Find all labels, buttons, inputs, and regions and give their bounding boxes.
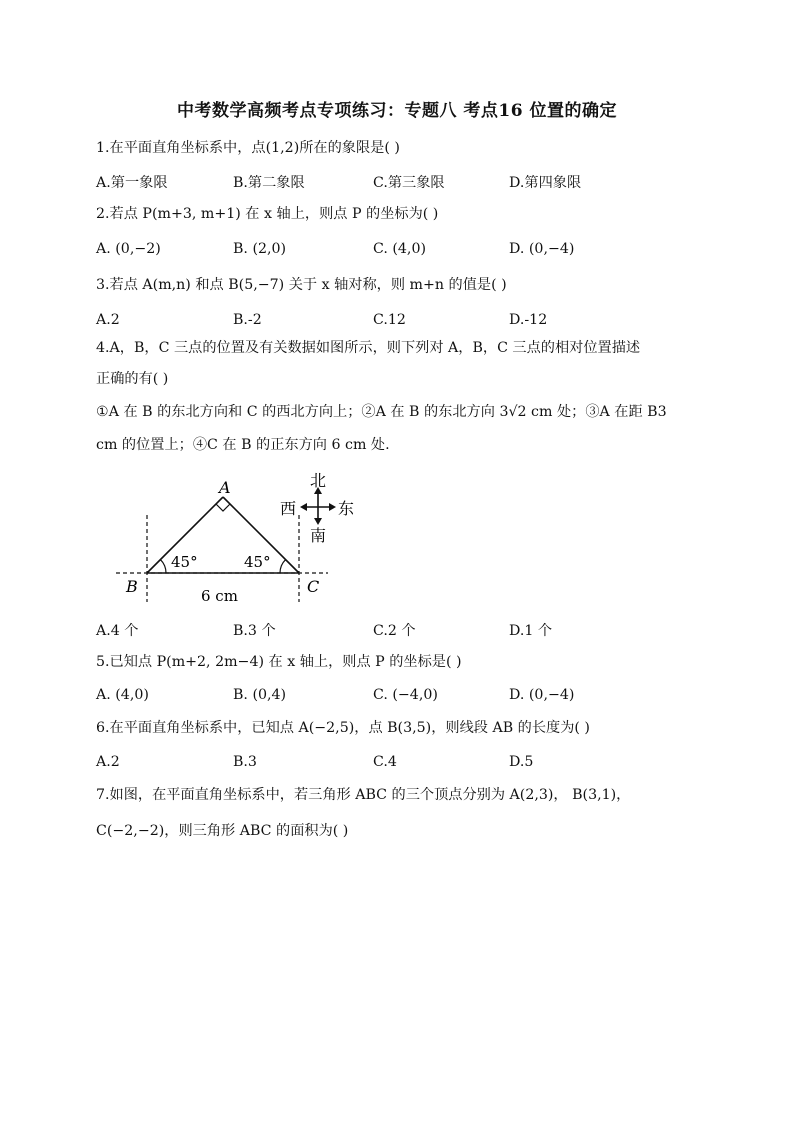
question-1-option-c: C.第三象限 xyxy=(373,175,445,191)
angle-c-label: 45° xyxy=(244,553,271,571)
question-6-option-a: A.2 xyxy=(96,754,120,770)
question-5-option-c: C. (−4,0) xyxy=(373,687,438,703)
right-angle-mark xyxy=(216,504,230,511)
question-1-options xyxy=(96,173,696,193)
question-4-description-line-2: cm 的位置上；④C 在 B 的正东方向 6 cm 处. xyxy=(96,437,390,453)
angle-arc-c xyxy=(280,560,286,573)
compass-east-label: 东 xyxy=(338,499,355,518)
angle-arc-b xyxy=(160,560,166,573)
question-4-option-a: A.4 个 xyxy=(96,623,139,639)
question-2-stem: 2.若点 P(m+3, m+1) 在 x 轴上，则点 P 的坐标为( ) xyxy=(96,206,439,222)
question-4-options xyxy=(96,621,696,641)
question-3-option-a: A.2 xyxy=(96,312,120,328)
question-2-option-c: C. (4,0) xyxy=(373,241,427,257)
question-6-stem: 6.在平面直角坐标系中，已知点 A(−2,5)，点 B(3,5)，则线段 AB 的长度为( ) xyxy=(96,720,590,736)
compass-icon xyxy=(300,487,336,525)
question-3-options xyxy=(96,310,696,330)
question-2-option-d: D. (0,−4) xyxy=(509,241,575,257)
question-3-stem: 3.若点 A(m,n) 和点 B(5,−7) 关于 x 轴对称，则 m+n 的值是( ) xyxy=(96,277,507,293)
question-5-option-b: B. (0,4) xyxy=(233,687,287,703)
question-5-stem: 5.已知点 P(m+2, 2m−4) 在 x 轴上，则点 P 的坐标是( ) xyxy=(96,654,462,670)
compass-south-label: 南 xyxy=(310,526,327,545)
question-4-option-c: C.2 个 xyxy=(373,623,416,639)
question-4-figure xyxy=(110,470,370,610)
question-2-options xyxy=(96,239,696,259)
question-4-stem-line-1: 4.A，B，C 三点的位置及有关数据如图所示，则下列对 A，B，C 三点的相对位置描述 xyxy=(96,340,641,356)
question-2-option-b: B. (2,0) xyxy=(233,241,287,257)
question-3-option-d: D.-12 xyxy=(509,312,548,328)
question-1-option-b: B.第二象限 xyxy=(233,175,305,191)
question-7-stem-line-2: C(−2,−2)，则三角形 ABC 的面积为( ) xyxy=(96,823,349,839)
document-title: 中考数学高频考点专项练习：专题八 考点16 位置的确定 xyxy=(177,101,617,121)
question-3-option-b: B.-2 xyxy=(233,312,262,328)
question-3-option-c: C.12 xyxy=(373,312,406,328)
label-b: B xyxy=(126,577,138,596)
question-4-option-d: D.1 个 xyxy=(509,623,553,639)
label-c: C xyxy=(307,577,320,596)
question-4-stem-line-2: 正确的有( ) xyxy=(96,371,169,387)
question-5-option-a: A. (4,0) xyxy=(96,687,149,703)
question-2-option-a: A. (0,−2) xyxy=(96,241,161,257)
question-6-option-d: D.5 xyxy=(509,754,534,770)
question-1-stem: 1.在平面直角坐标系中，点(1,2)所在的象限是( ) xyxy=(96,140,400,156)
question-1-option-d: D.第四象限 xyxy=(509,175,582,191)
question-1-option-a: A.第一象限 xyxy=(96,175,168,191)
question-6-options xyxy=(96,752,696,772)
question-7-stem-line-1: 7.如图，在平面直角坐标系中，若三角形 ABC 的三个顶点分别为 A(2,3)， B(3,1)， xyxy=(96,787,631,803)
question-4-option-b: B.3 个 xyxy=(233,623,276,639)
question-6-option-b: B.3 xyxy=(233,754,257,770)
length-label: 6 cm xyxy=(201,587,238,605)
compass-north-label: 北 xyxy=(310,471,327,490)
angle-b-label: 45° xyxy=(171,553,198,571)
question-5-options xyxy=(96,685,696,705)
question-6-option-c: C.4 xyxy=(373,754,397,770)
compass-west-label: 西 xyxy=(280,499,297,518)
question-4-description-line-1: ①A 在 B 的东北方向和 C 的西北方向上；②A 在 B 的东北方向 3√2 cm 处；③A 在距 B3 xyxy=(96,404,667,420)
question-5-option-d: D. (0,−4) xyxy=(509,687,575,703)
label-a: A xyxy=(219,478,231,497)
